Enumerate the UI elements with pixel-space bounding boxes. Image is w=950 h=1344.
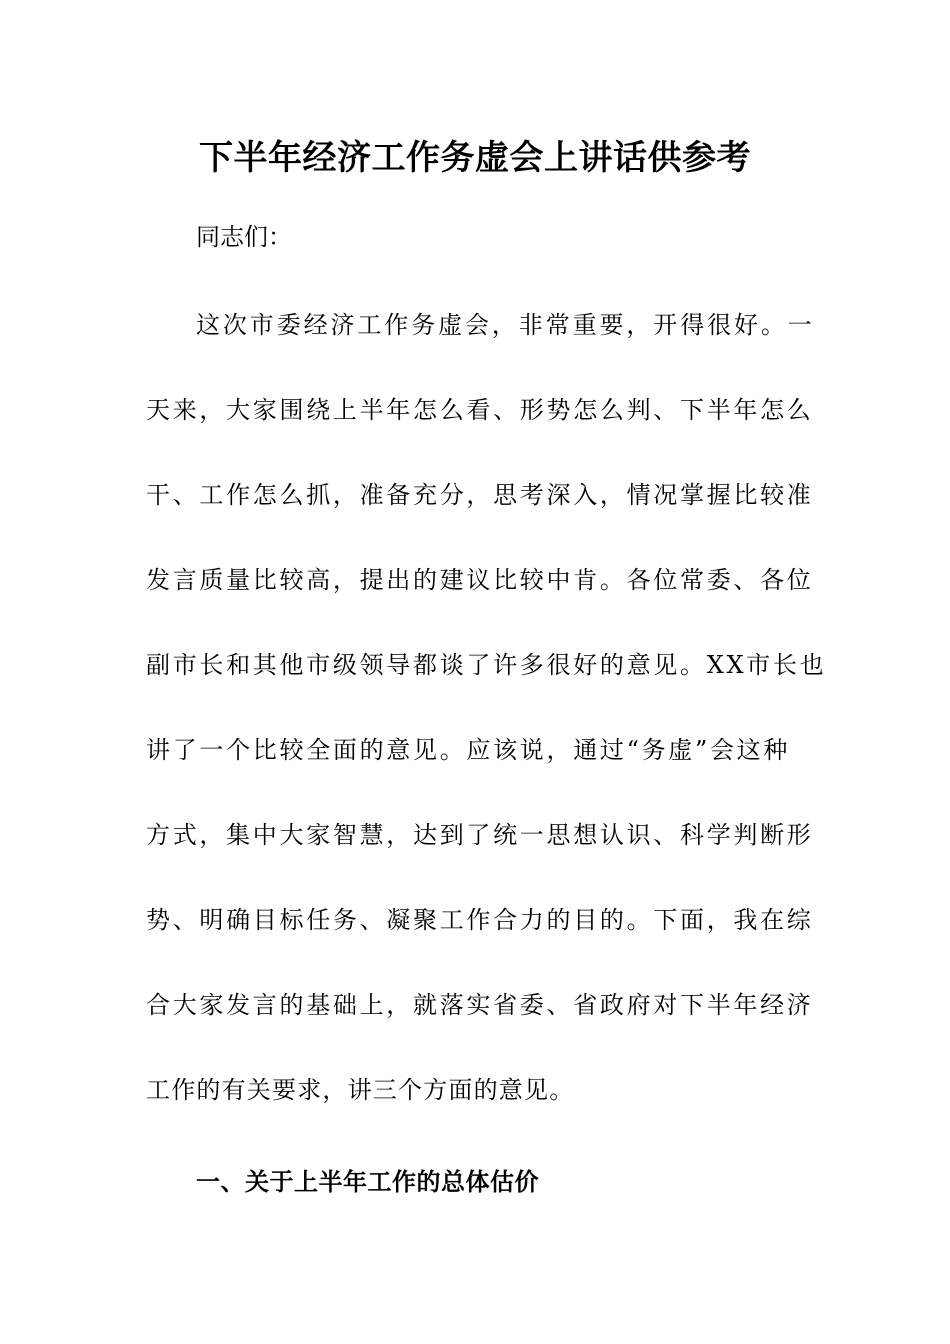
paragraph-line: 讲了一个比较全面的意见。应该说，通过“务虚”会这种 [146, 736, 791, 764]
paragraph-line: 这次市委经济工作务虚会，非常重要，开得很好。一 [196, 311, 815, 339]
paragraph-line: 合大家发言的基础上，就落实省委、省政府对下半年经济 [146, 991, 814, 1019]
paragraph-line: 副市长和其他市级领导都谈了许多很好的意见。XX市长也 [146, 651, 827, 679]
paragraph-line: 天来，大家围绕上半年怎么看、形势怎么判、下半年怎么 [146, 396, 814, 424]
salutation: 同志们： [196, 223, 292, 251]
document-title: 下半年经济工作务虚会上讲话供参考 [199, 138, 751, 178]
paragraph-line: 发言质量比较高，提出的建议比较中肯。各位常委、各位 [146, 566, 814, 594]
paragraph-line: 势、明确目标任务、凝聚工作合力的目的。下面，我在综 [146, 906, 814, 934]
body-paragraph [146, 298, 827, 1148]
paragraph-line: 干、工作怎么抓，准备充分，思考深入，情况掌握比较准 [146, 481, 814, 509]
paragraph-line: 工作的有关要求，讲三个方面的意见。 [146, 1076, 575, 1104]
paragraph-line: 方式，集中大家智慧，达到了统一思想认识、科学判断形 [146, 821, 814, 849]
section-heading: 一、关于上半年工作的总体估价 [196, 1168, 539, 1196]
